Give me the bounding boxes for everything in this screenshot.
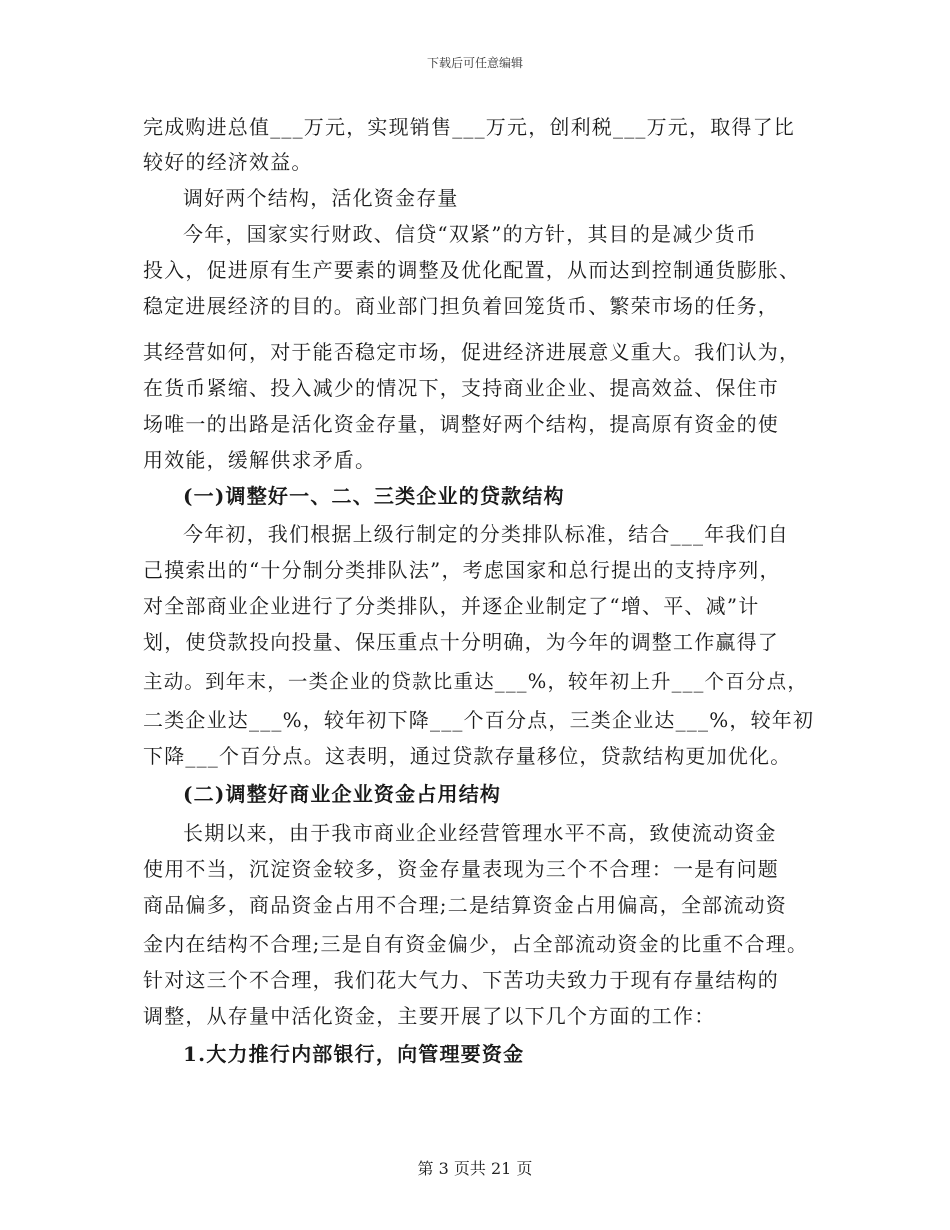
text-line: 商品偏多，商品资金占用不合理;二是结算资金占用偏高，全部流动资 (143, 893, 787, 917)
text-line: 投入，促进原有生产要素的调整及优化配置，从而达到控制通货膨胀、 (143, 258, 801, 282)
text-line: 用效能，缓解供求矛盾。 (143, 448, 377, 472)
text-line: 己摸索出的“十分制分类排队法”，考虑国家和总行提出的支持序列， (143, 558, 781, 582)
section-heading: 调好两个结构，活化资金存量 (183, 186, 459, 210)
text-line: 主动。到年末，一类企业的贷款比重达___%，较年初上升___个百分点， (143, 670, 809, 693)
text-line: 针对这三个不合理，我们花大气力、下苦功夫致力于现有存量结构的 (143, 968, 779, 992)
text-line: 下降___个百分点。这表明，通过贷款存量移位，贷款结构更加优化。 (143, 744, 792, 768)
text-line: 金内在结构不合理;三是自有资金偏少，占全部流动资金的比重不合理。 (143, 932, 809, 956)
text-line: 对全部商业企业进行了分类排队，并逐企业制定了“增、平、减”计 (143, 594, 760, 618)
text-line: 调整，从存量中活化资金，主要开展了以下几个方面的工作： (143, 1004, 716, 1028)
page-footer: 第 3 页共 21 页 (417, 1159, 533, 1178)
text-line: 在货币紧缩、投入减少的情况下，支持商业企业、提高效益、保住市 (143, 376, 779, 400)
text-line: 长期以来，由于我市商业企业经营管理水平不高，致使流动资金 (183, 821, 777, 845)
subsection-heading: (二)调整好商业企业资金占用结构 (183, 782, 502, 806)
text-line: 使用不当，沉淀资金较多，资金存量表现为三个不合理：一是有问题 (143, 857, 779, 881)
text-line: 二类企业达___%，较年初下降___个百分点，三类企业达___%，较年初 (143, 708, 815, 732)
text-line: 今年初，我们根据上级行制定的分类排队标准，结合___年我们自 (183, 522, 789, 546)
text-line: 稳定进展经济的目的。商业部门担负着回笼货币、繁荣市场的任务， (143, 294, 779, 318)
subsection-heading: (一)调整好一、二、三类企业的贷款结构 (183, 484, 565, 508)
text-line: 较好的经济效益。 (143, 150, 313, 174)
text-line: 今年，国家实行财政、信贷“双紧”的方针，其目的是减少货币 (183, 222, 758, 246)
text-line: 完成购进总值___万元，实现销售___万元，创利税___万元，取得了比 (143, 115, 795, 139)
item-heading: 1.大力推行内部银行，向管理要资金 (183, 1042, 525, 1066)
text-line: 划，使贷款投向投量、保压重点十分明确，为今年的调整工作赢得了 (143, 630, 779, 654)
page-header: 下载后可任意编辑 (426, 56, 523, 70)
text-line: 场唯一的出路是活化资金存量，调整好两个结构，提高原有资金的使 (143, 412, 779, 436)
text-line: 其经营如何，对于能否稳定市场，促进经济进展意义重大。我们认为， (143, 340, 801, 364)
